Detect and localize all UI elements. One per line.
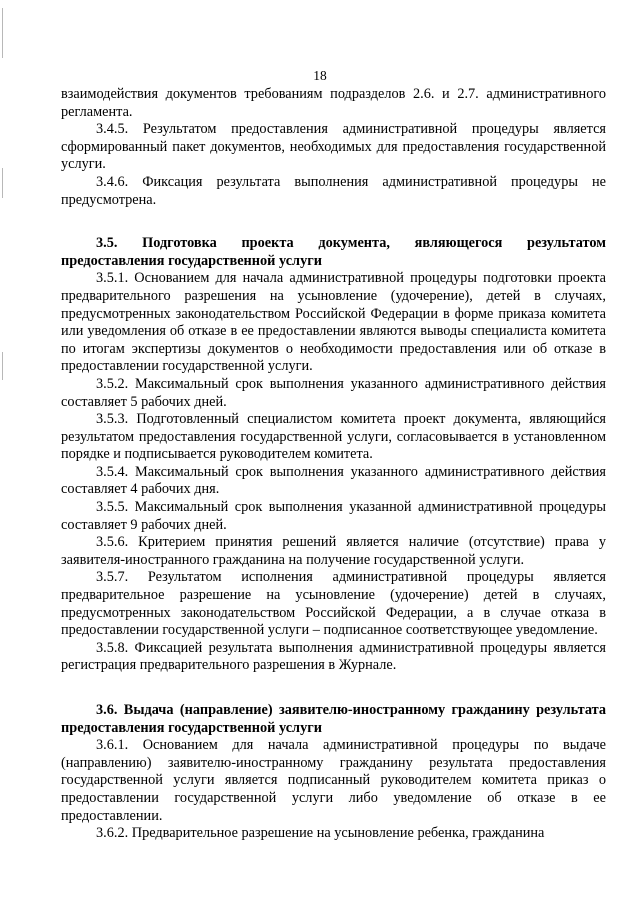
paragraph-3-4-6: 3.4.6. Фиксация результата выполнения административной процедуры не предусмотрена. [61, 173, 606, 208]
page-number: 18 [313, 68, 327, 83]
paragraph-3-6-1: 3.6.1. Основанием для начала административной процедуры по выдаче (направлению) заявителю-иностранному гражданину результата предоставления государственной услуги является подписанный руководителем комитета приказ о предоставлении государственной услуги либо уведомление об отказе в ее предоставлении. [61, 737, 606, 824]
paragraph-3-5-4: 3.5.4. Максимальный срок выполнения указанного административного действия составляет 4 рабочих дня. [61, 463, 606, 498]
section-spacer [61, 209, 606, 235]
scan-edge-mark [2, 168, 3, 198]
paragraph-3-5-3: 3.5.3. Подготовленный специалистом комитета проект документа, являющийся результатом предоставления государственной услуги, согласовывается в установленном порядке и подписывается руководителем комитета. [61, 411, 606, 463]
paragraph-3-5-8: 3.5.8. Фиксацией результата выполнения административной процедуры является регистрация предварительного разрешения в Журнале. [61, 639, 606, 674]
paragraph-3-5-6: 3.5.6. Критерием принятия решений является наличие (отсутствие) права у заявителя-иностранного гражданина на получение государственной услуги. [61, 534, 606, 568]
section-heading-3-5: 3.5. Подготовка проекта документа, являющегося результатом предоставления государственной услуги [61, 235, 606, 269]
document-body [61, 86, 606, 843]
paragraph-continuation: взаимодействия документов требованиям подразделов 2.6. и 2.7. административного регламента. [61, 86, 606, 120]
section-spacer [61, 675, 606, 702]
paragraph-3-5-7: 3.5.7. Результатом исполнения административной процедуры является предварительное разрешение на усыновление (удочерение) детей в случаях, предусмотренных законодательством Российской Федерации, а в случае отказа в предоставлении государственной услуги – подписанное соответствующее уведомление. [61, 569, 606, 639]
paragraph-3-4-5: 3.4.5. Результатом предоставления административной процедуры является сформированный пакет документов, необходимых для предоставления государственной услуги. [61, 121, 606, 173]
paragraph-3-6-2: 3.6.2. Предварительное разрешение на усыновление ребенка, гражданина [96, 825, 545, 842]
paragraph-3-5-5: 3.5.5. Максимальный срок выполнения указанной административной процедуры составляет 9 рабочих дней. [61, 499, 606, 533]
scan-edge-mark [2, 352, 3, 380]
paragraph-3-5-1: 3.5.1. Основанием для начала административной процедуры подготовки проекта предварительного разрешения на усыновление (удочерение), детей в случаях, предусмотренных законодательством Российской Федерации в форме приказа комитета или уведомления об отказе в ее предоставлении являются выводы специалиста комитета по итогам экспертизы документов о необходимости предоставления или об отказе в предоставлении государственной услуги. [61, 270, 606, 375]
scan-edge-mark [2, 8, 3, 58]
section-heading-3-6: 3.6. Выдача (направление) заявителю-иностранному гражданину результата предоставления государственной услуги [61, 702, 606, 736]
paragraph-3-5-2: 3.5.2. Максимальный срок выполнения указанного административного действия составляет 5 рабочих дней. [61, 375, 606, 410]
